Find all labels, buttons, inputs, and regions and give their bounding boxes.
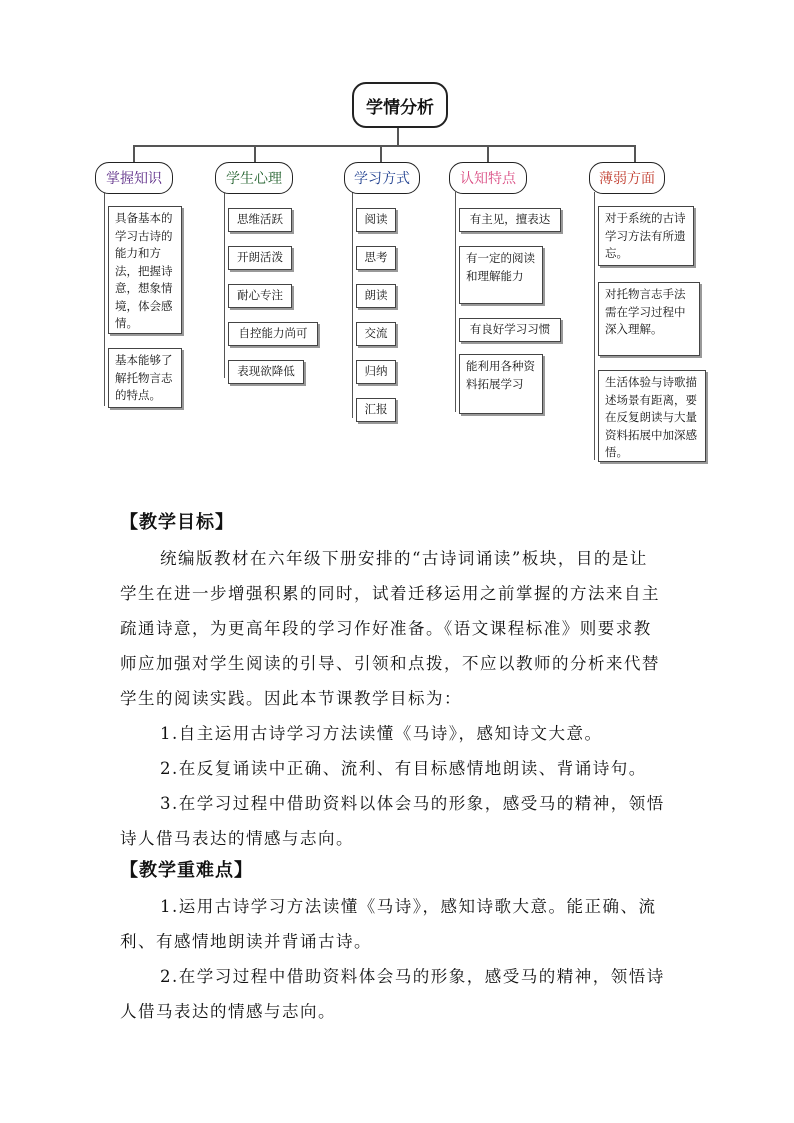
learning-style-item: 阅读 xyxy=(356,208,396,232)
psychology-item: 耐心专注 xyxy=(228,284,292,308)
key-points-line: 人借马表达的情感与志向。 xyxy=(120,1002,336,1021)
learning-style-item: 汇报 xyxy=(356,398,396,422)
connector xyxy=(254,145,256,162)
psychology-item: 思维活跃 xyxy=(228,208,292,232)
knowledge-item: 具备基本的学习古诗的能力和方法，把握诗意，想象情境，体会感情。 xyxy=(108,206,182,334)
goals-line: 疏通诗意，为更高年段的学习作好准备。《语文课程标准》则要求教 xyxy=(120,619,652,638)
connector xyxy=(352,192,353,418)
psychology-item: 自控能力尚可 xyxy=(228,322,318,346)
key-points-item: 2.在学习过程中借助资料体会马的形象，感受马的精神，领悟诗 xyxy=(160,967,665,986)
weakness-item: 对于系统的古诗学习方法有所遗忘。 xyxy=(598,206,694,266)
connector xyxy=(224,192,225,378)
connector xyxy=(634,145,636,162)
connector xyxy=(455,192,456,412)
cognition-item: 能利用各种资料拓展学习 xyxy=(459,354,543,414)
connector xyxy=(104,192,105,406)
learning-style-item: 朗读 xyxy=(356,284,396,308)
cognition-item: 有主见，擅表达 xyxy=(459,208,561,232)
goals-item: 3.在学习过程中借助资料以体会马的形象，感受马的精神，领悟 xyxy=(160,794,665,813)
cognition-item: 有良好学习习惯 xyxy=(459,318,561,342)
category-cognition: 认知特点 xyxy=(449,162,527,194)
key-points-line: 利、有感情地朗读并背诵古诗。 xyxy=(120,932,372,951)
goals-line: 统编版教材在六年级下册安排的“古诗词诵读”板块，目的是让 xyxy=(160,549,648,568)
category-learning-style: 学习方式 xyxy=(344,162,420,194)
goals-line: 学生的阅读实践。因此本节课教学目标为： xyxy=(120,689,462,708)
category-psychology: 学生心理 xyxy=(215,162,293,194)
goals-line: 师应加强对学生阅读的引导、引领和点拨，不应以教师的分析来代替 xyxy=(120,654,660,673)
learning-style-item: 交流 xyxy=(356,322,396,346)
connector xyxy=(487,145,489,162)
cognition-item: 有一定的阅读和理解能力 xyxy=(459,246,543,304)
category-weakness: 薄弱方面 xyxy=(589,162,665,194)
learning-style-item: 思考 xyxy=(356,246,396,270)
psychology-item: 表现欲降低 xyxy=(228,360,304,384)
connector xyxy=(133,145,635,147)
goals-line: 诗人借马表达的情感与志向。 xyxy=(120,829,354,848)
connector xyxy=(380,145,382,162)
goals-heading: 【教学目标】 xyxy=(120,512,234,533)
key-points-item: 1.运用古诗学习方法读懂《马诗》，感知诗歌大意。能正确、流 xyxy=(160,897,657,916)
connector xyxy=(594,192,595,460)
weakness-item: 对托物言志手法需在学习过程中深入理解。 xyxy=(598,282,700,356)
mindmap-root: 学情分析 xyxy=(352,82,448,128)
category-knowledge: 掌握知识 xyxy=(95,162,173,194)
goals-item: 2.在反复诵读中正确、流利、有目标感情地朗读、背诵诗句。 xyxy=(160,759,647,778)
goals-line: 学生在进一步增强积累的同时，试着迁移运用之前掌握的方法来自主 xyxy=(120,584,660,603)
goals-item: 1.自主运用古诗学习方法读懂《马诗》，感知诗文大意。 xyxy=(160,724,603,743)
knowledge-item: 基本能够了解托物言志的特点。 xyxy=(108,348,182,408)
weakness-item: 生活体验与诗歌描述场景有距离，要在反复朗读与大量资料拓展中加深感悟。 xyxy=(598,370,706,462)
key-points-heading: 【教学重难点】 xyxy=(120,860,253,881)
connector xyxy=(133,145,135,162)
psychology-item: 开朗活泼 xyxy=(228,246,292,270)
learning-style-item: 归纳 xyxy=(356,360,396,384)
